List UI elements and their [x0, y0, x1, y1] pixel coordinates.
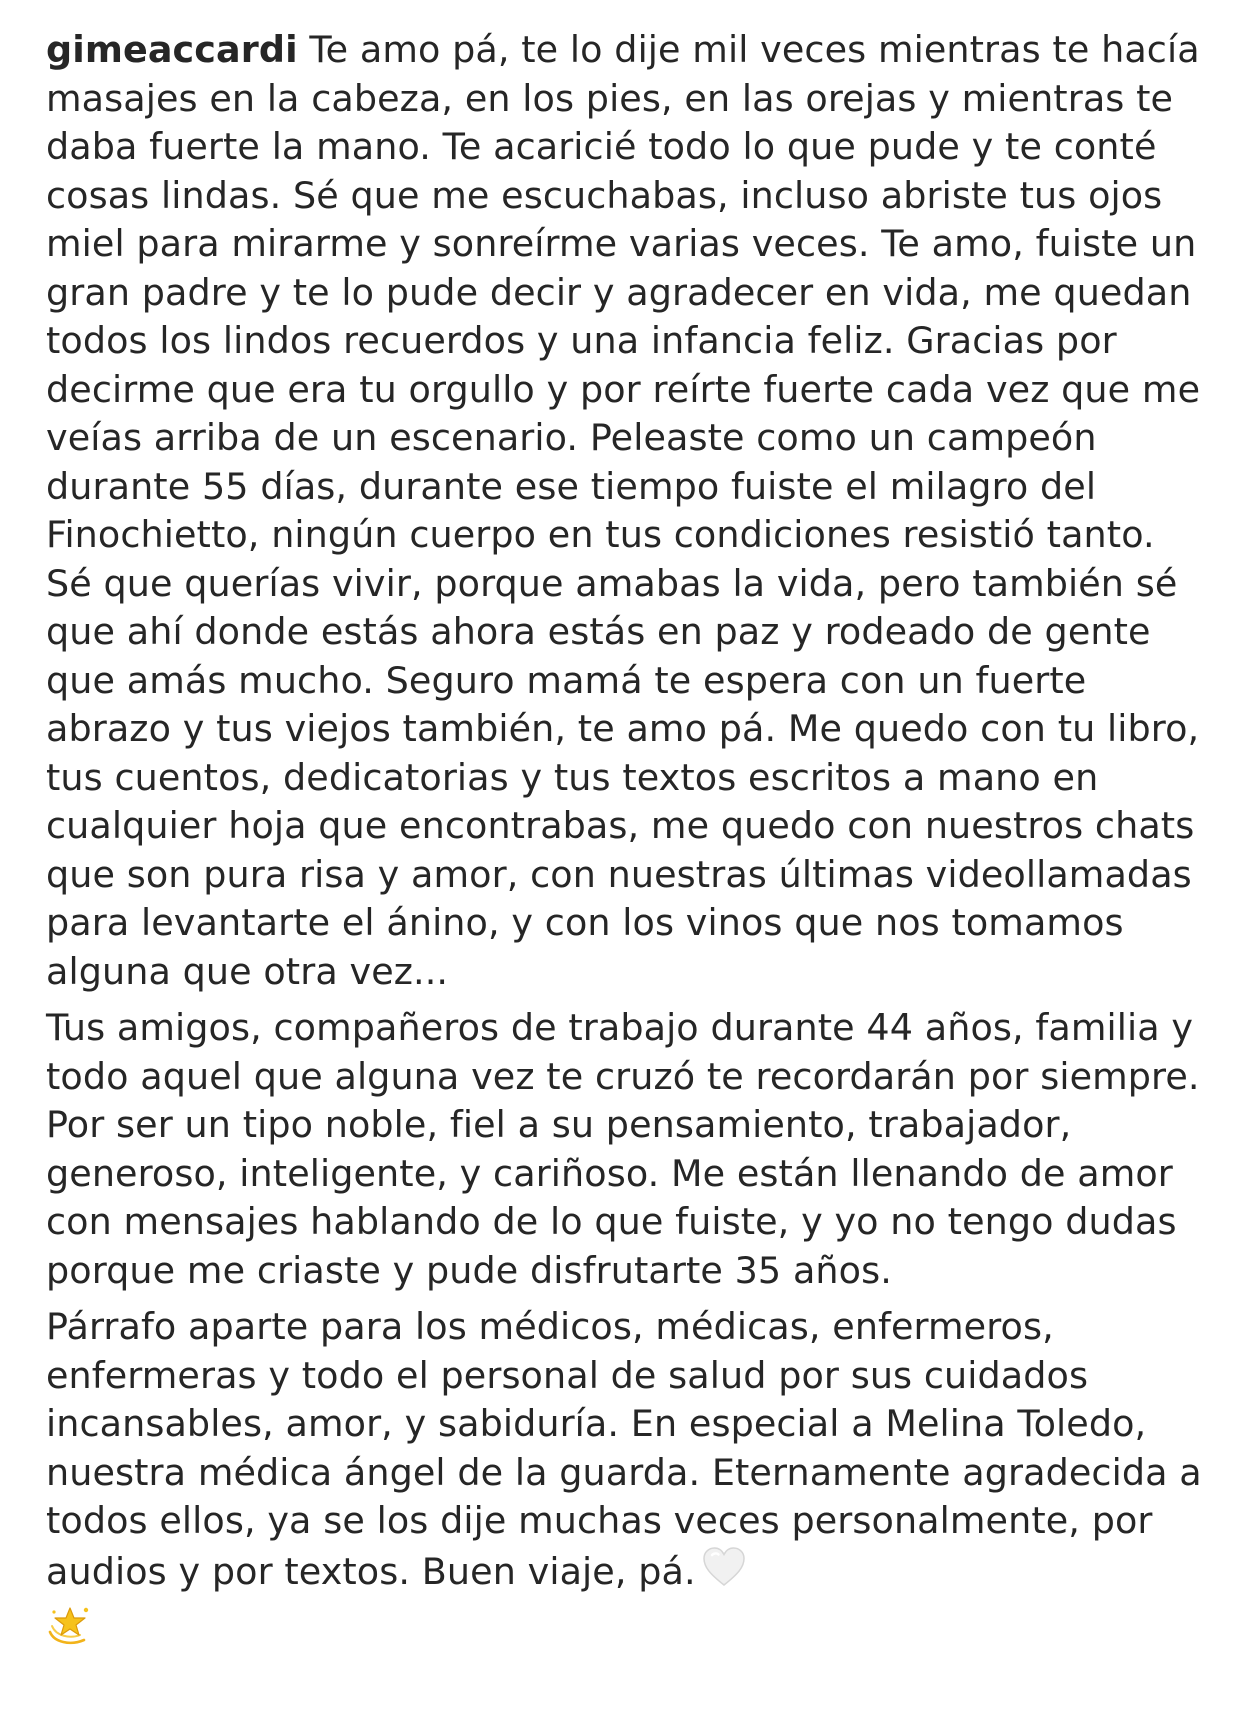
caption-text-3: Párrafo aparte para los médicos, médicas, enfermeros, enfermeras y todo el personal de salud por sus cuidados incansables, amor, y sabiduría. En especial a Melina Toledo, nuestra médica ángel de la guarda. Eternamente agradecida a todos ellos, ya se los dije muchas veces personalmente, por audios y por textos. Buen viaje, pá. [46, 1305, 1202, 1593]
dizzy-star-icon [46, 1602, 1206, 1661]
caption-text-2: Tus amigos, compañeros de trabajo durante 44 años, familia y todo aquel que alguna vez te cruzó te recordarán por siempre. Por ser un tipo noble, fiel a su pensamiento, trabajador, generoso, inteligente, y cariñoso. Me están llenando de amor con mensajes hablando de lo que fuiste, y yo no tengo dudas porque me criaste y pude disfrutarte 35 años. [46, 1006, 1200, 1292]
white-heart-icon [702, 1546, 746, 1601]
caption-paragraph-3 [46, 1303, 1206, 1661]
caption-paragraph-1 [46, 26, 1206, 996]
username-link[interactable]: gimeaccardi [46, 28, 298, 71]
caption-text-1: Te amo pá, te lo dije mil veces mientras te hacía masajes en la cabeza, en los pies, en las orejas y mientras te daba fuerte la mano. Te acaricié todo lo que pude y te conté cosas lindas. Sé que me escuchabas, incluso abriste tus ojos miel para mirarme y sonreírme varias veces. Te amo, fuiste un gran padre y te lo pude decir y agradecer en vida, me quedan todos los lindos recuerdos y una infancia feliz. Gracias por decirme que era tu orgullo y por reírte fuerte cada vez que me veías arriba de un escenario. Peleaste como un campeón durante 55 días, durante ese tiempo fuiste el milagro del Finochietto, ningún cuerpo en tus condiciones resistió tanto. Sé que querías vivir, porque amabas la vida, pero también sé que ahí donde estás ahora estás en paz y rodeado de gente que amás mucho. Seguro mamá te espera con un fuerte abrazo y tus viejos también, te amo pá. Me quedo con tu libro, tus cuentos, dedicatorias y tus textos escritos a mano en cualquier hoja que encontrabas, me quedo con nuestros chats que son pura risa y amor, con nuestras últimas videollamadas para levantarte el ánino, y con los vinos que nos tomamos alguna que otra vez... [46, 28, 1201, 993]
caption-paragraph-2 [46, 1004, 1206, 1295]
post-caption [46, 26, 1206, 1661]
